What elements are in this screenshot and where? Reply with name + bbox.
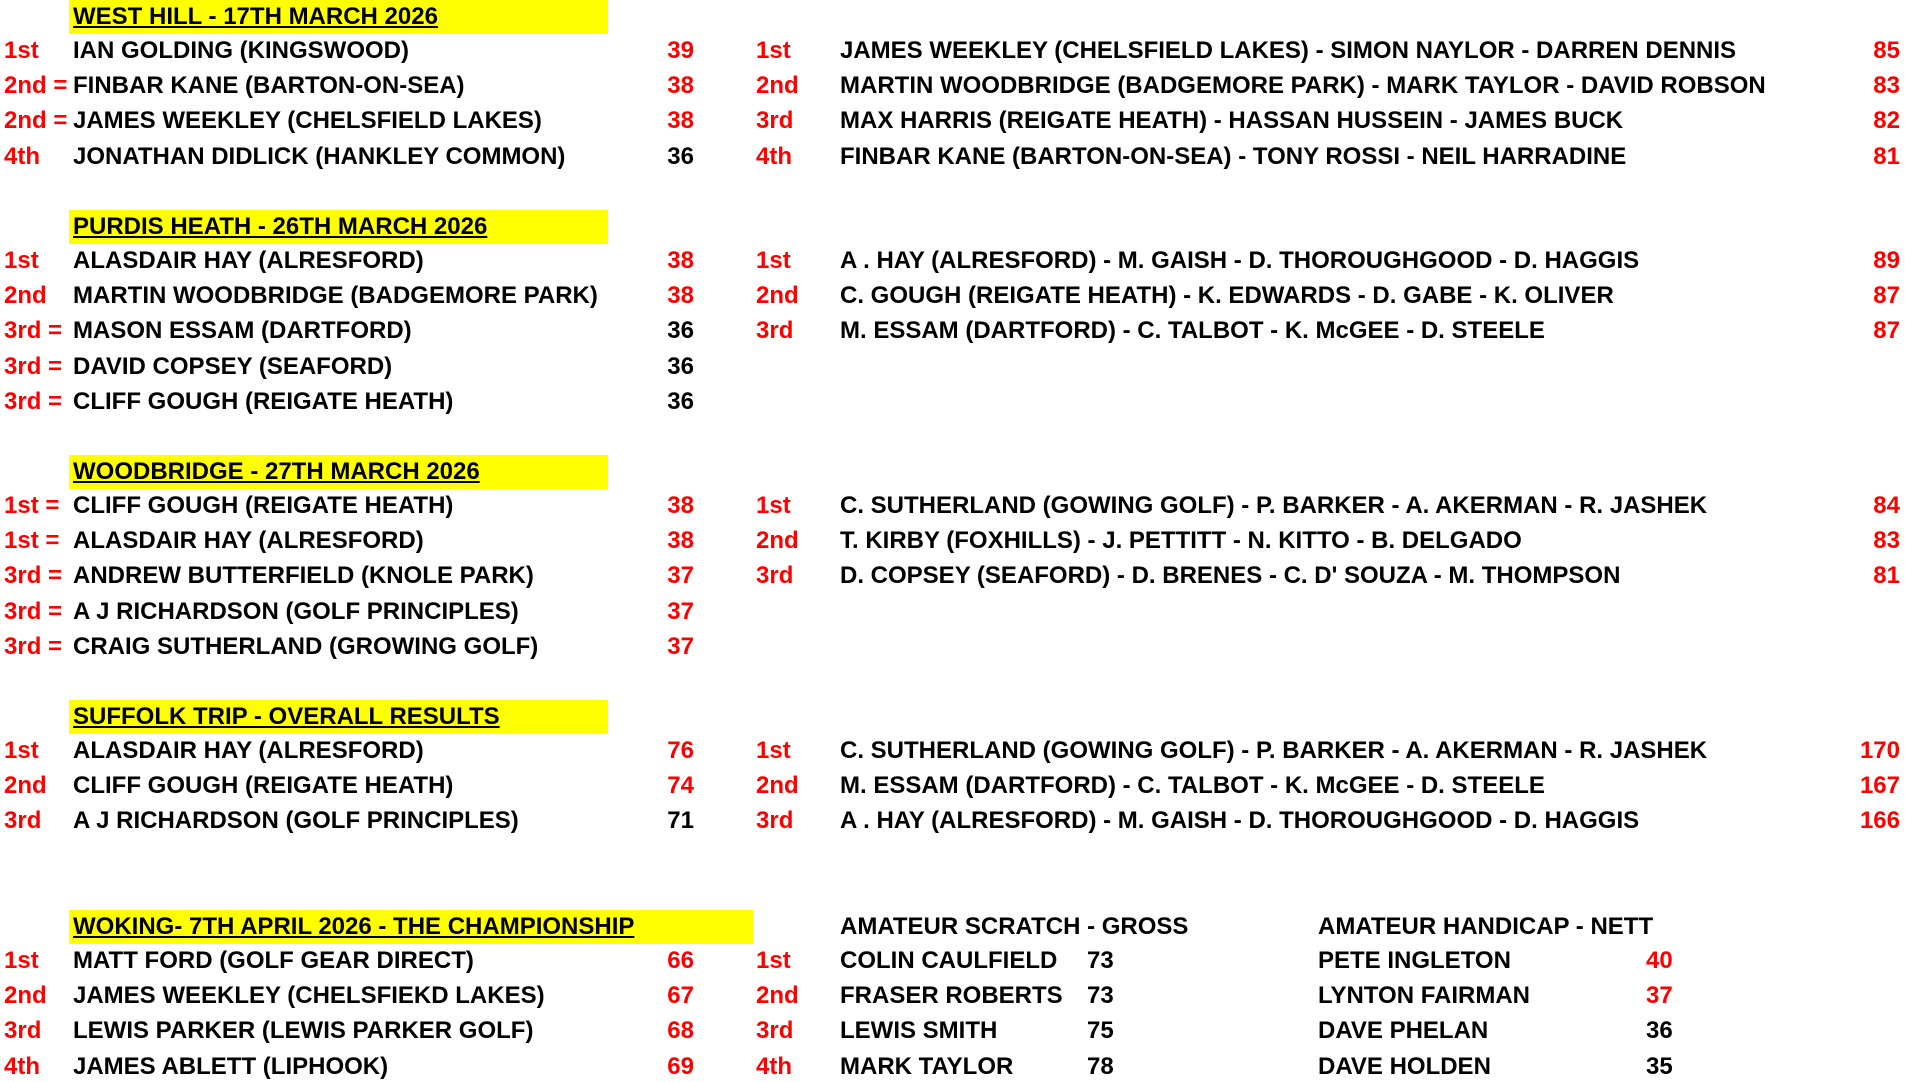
team-names: MARTIN WOODBRIDGE (BADGEMORE PARK) - MARK TAYLOR - DAVID ROBSON bbox=[840, 72, 1766, 100]
player-score: 36 bbox=[667, 142, 694, 170]
position-label: 2nd bbox=[4, 282, 47, 310]
team-score: 83 bbox=[1873, 72, 1900, 100]
position-label: 3rd bbox=[4, 807, 42, 835]
scratch-player-name: LEWIS SMITH bbox=[840, 1017, 998, 1045]
player-score: 69 bbox=[667, 1052, 694, 1080]
position-label: 3rd = bbox=[4, 317, 63, 345]
handicap-score: 40 bbox=[1646, 947, 1673, 974]
handicap-title: AMATEUR HANDICAP - NETT bbox=[1318, 913, 1654, 940]
team-score: 166 bbox=[1859, 807, 1900, 835]
team-score: 84 bbox=[1873, 492, 1900, 519]
team-names: A . HAY (ALRESFORD) - M. GAISH - D. THOROUGHGOOD - D. HAGGIS bbox=[840, 807, 1640, 835]
player-name: CLIFF GOUGH (REIGATE HEATH) bbox=[73, 387, 454, 415]
team-score: 85 bbox=[1873, 37, 1900, 64]
team-names: C. SUTHERLAND (GOWING GOLF) - P. BARKER - A. AKERMAN - R. JASHEK bbox=[840, 737, 1708, 764]
player-name: JONATHAN DIDLICK (HANKLEY COMMON) bbox=[73, 142, 566, 170]
player-score: 71 bbox=[667, 807, 694, 835]
team-position-label: 2nd bbox=[756, 72, 799, 100]
player-score: 37 bbox=[667, 562, 694, 590]
team-names: A . HAY (ALRESFORD) - M. GAISH - D. THOROUGHGOOD - D. HAGGIS bbox=[840, 247, 1640, 274]
handicap-score: 35 bbox=[1646, 1052, 1673, 1080]
player-name: MARTIN WOODBRIDGE (BADGEMORE PARK) bbox=[73, 282, 598, 310]
team-position-label: 3rd bbox=[756, 562, 794, 590]
player-name: ANDREW BUTTERFIELD (KNOLE PARK) bbox=[73, 562, 534, 590]
team-position-label: 4th bbox=[756, 142, 792, 170]
player-score: 67 bbox=[667, 982, 694, 1010]
player-name: CRAIG SUTHERLAND (GROWING GOLF) bbox=[73, 632, 539, 660]
position-label: 2nd bbox=[4, 982, 47, 1010]
team-names: C. GOUGH (REIGATE HEATH) - K. EDWARDS - D. GABE - K. OLIVER bbox=[840, 282, 1614, 310]
player-name: DAVID COPSEY (SEAFORD) bbox=[73, 352, 393, 380]
team-position-label: 1st bbox=[756, 737, 791, 764]
scratch-player-name: FRASER ROBERTS bbox=[840, 982, 1063, 1010]
team-position-label: 1st bbox=[756, 37, 791, 64]
player-name: JAMES WEEKLEY (CHELSFIEKD LAKES) bbox=[73, 982, 545, 1010]
player-score: 38 bbox=[667, 492, 694, 519]
player-score: 68 bbox=[667, 1017, 694, 1045]
player-score: 38 bbox=[667, 107, 694, 135]
position-label: 3rd = bbox=[4, 352, 63, 380]
team-names: D. COPSEY (SEAFORD) - D. BRENES - C. D' SOUZA - M. THOMPSON bbox=[840, 562, 1621, 590]
player-score: 37 bbox=[667, 597, 694, 625]
position-label: 4th bbox=[4, 142, 40, 170]
team-score: 82 bbox=[1873, 107, 1900, 135]
player-name: A J RICHARDSON (GOLF PRINCIPLES) bbox=[73, 597, 519, 625]
player-score: 38 bbox=[667, 282, 694, 310]
player-name: A J RICHARDSON (GOLF PRINCIPLES) bbox=[73, 807, 519, 835]
handicap-player-name: PETE INGLETON bbox=[1318, 947, 1511, 974]
scratch-score: 75 bbox=[1087, 1017, 1114, 1045]
player-score: 38 bbox=[667, 247, 694, 274]
player-name: MASON ESSAM (DARTFORD) bbox=[73, 317, 412, 345]
position-label: 2nd = bbox=[4, 107, 68, 135]
position-label: 1st = bbox=[4, 527, 60, 555]
scratch-score: 78 bbox=[1087, 1052, 1114, 1080]
handicap-score: 37 bbox=[1646, 982, 1673, 1010]
player-name: IAN GOLDING (KINGSWOOD) bbox=[73, 37, 409, 64]
team-names: T. KIRBY (FOXHILLS) - J. PETTITT - N. KITTO - B. DELGADO bbox=[840, 527, 1522, 555]
player-score: 76 bbox=[667, 737, 694, 764]
scratch-score: 73 bbox=[1087, 947, 1114, 974]
player-score: 36 bbox=[667, 387, 694, 415]
position-label: 1st bbox=[4, 737, 39, 764]
position-label: 1st bbox=[4, 37, 39, 64]
player-score: 39 bbox=[667, 37, 694, 64]
position-label: 3rd bbox=[4, 1017, 42, 1045]
player-score: 37 bbox=[667, 632, 694, 660]
position-label: 1st = bbox=[4, 492, 60, 519]
team-position-label: 3rd bbox=[756, 807, 794, 835]
player-score: 66 bbox=[667, 947, 694, 974]
position-label: 2nd bbox=[4, 772, 47, 800]
section-header: SUFFOLK TRIP - OVERALL RESULTS bbox=[69, 700, 608, 734]
team-score: 89 bbox=[1873, 247, 1900, 274]
team-names: FINBAR KANE (BARTON-ON-SEA) - TONY ROSSI - NEIL HARRADINE bbox=[840, 142, 1627, 170]
team-score: 170 bbox=[1859, 737, 1900, 764]
player-score: 36 bbox=[667, 352, 694, 380]
team-score: 167 bbox=[1859, 772, 1900, 800]
scratch-position-label: 1st bbox=[756, 947, 791, 974]
section-header: PURDIS HEATH - 26TH MARCH 2026 bbox=[69, 210, 608, 244]
section-header: WEST HILL - 17TH MARCH 2026 bbox=[69, 0, 608, 34]
player-score: 74 bbox=[667, 772, 694, 800]
scratch-position-label: 2nd bbox=[756, 982, 799, 1010]
team-names: M. ESSAM (DARTFORD) - C. TALBOT - K. McGEE - D. STEELE bbox=[840, 317, 1545, 345]
handicap-player-name: DAVE PHELAN bbox=[1318, 1017, 1489, 1045]
handicap-score: 36 bbox=[1646, 1017, 1673, 1045]
team-score: 81 bbox=[1873, 562, 1900, 590]
team-score: 81 bbox=[1873, 142, 1900, 170]
position-label: 3rd = bbox=[4, 597, 63, 625]
team-names: C. SUTHERLAND (GOWING GOLF) - P. BARKER - A. AKERMAN - R. JASHEK bbox=[840, 492, 1708, 519]
player-name: JAMES WEEKLEY (CHELSFIELD LAKES) bbox=[73, 107, 542, 135]
team-position-label: 2nd bbox=[756, 527, 799, 555]
player-name: ALASDAIR HAY (ALRESFORD) bbox=[73, 737, 424, 764]
position-label: 1st bbox=[4, 247, 39, 274]
player-score: 38 bbox=[667, 72, 694, 100]
position-label: 4th bbox=[4, 1052, 40, 1080]
team-position-label: 1st bbox=[756, 247, 791, 274]
section-header: WOODBRIDGE - 27TH MARCH 2026 bbox=[69, 455, 608, 489]
player-name: ALASDAIR HAY (ALRESFORD) bbox=[73, 247, 424, 274]
team-position-label: 1st bbox=[756, 492, 791, 519]
team-position-label: 2nd bbox=[756, 772, 799, 800]
player-score: 36 bbox=[667, 317, 694, 345]
position-label: 3rd = bbox=[4, 387, 63, 415]
scratch-score: 73 bbox=[1087, 982, 1114, 1010]
player-score: 38 bbox=[667, 527, 694, 555]
position-label: 1st bbox=[4, 947, 39, 974]
team-score: 83 bbox=[1873, 527, 1900, 555]
player-name: FINBAR KANE (BARTON-ON-SEA) bbox=[73, 72, 465, 100]
player-name: JAMES ABLETT (LIPHOOK) bbox=[73, 1052, 389, 1080]
section-header: WOKING- 7TH APRIL 2026 - THE CHAMPIONSHIP bbox=[69, 910, 753, 944]
scratch-title: AMATEUR SCRATCH - GROSS bbox=[840, 913, 1189, 940]
team-names: M. ESSAM (DARTFORD) - C. TALBOT - K. McGEE - D. STEELE bbox=[840, 772, 1545, 800]
team-names: MAX HARRIS (REIGATE HEATH) - HASSAN HUSSEIN - JAMES BUCK bbox=[840, 107, 1624, 135]
team-position-label: 3rd bbox=[756, 317, 794, 345]
position-label: 3rd = bbox=[4, 562, 63, 590]
scratch-player-name: COLIN CAULFIELD bbox=[840, 947, 1058, 974]
scratch-player-name: MARK TAYLOR bbox=[840, 1052, 1014, 1080]
player-name: ALASDAIR HAY (ALRESFORD) bbox=[73, 527, 424, 555]
position-label: 2nd = bbox=[4, 72, 68, 100]
team-position-label: 2nd bbox=[756, 282, 799, 310]
scratch-position-label: 4th bbox=[756, 1052, 792, 1080]
player-name: CLIFF GOUGH (REIGATE HEATH) bbox=[73, 772, 454, 800]
player-name: CLIFF GOUGH (REIGATE HEATH) bbox=[73, 492, 454, 519]
team-position-label: 3rd bbox=[756, 107, 794, 135]
team-score: 87 bbox=[1873, 282, 1900, 310]
position-label: 3rd = bbox=[4, 632, 63, 660]
handicap-player-name: DAVE HOLDEN bbox=[1318, 1052, 1491, 1080]
handicap-player-name: LYNTON FAIRMAN bbox=[1318, 982, 1531, 1010]
player-name: MATT FORD (GOLF GEAR DIRECT) bbox=[73, 947, 474, 974]
team-score: 87 bbox=[1873, 317, 1900, 345]
team-names: JAMES WEEKLEY (CHELSFIELD LAKES) - SIMON NAYLOR - DARREN DENNIS bbox=[840, 37, 1737, 64]
player-name: LEWIS PARKER (LEWIS PARKER GOLF) bbox=[73, 1017, 534, 1045]
scratch-position-label: 3rd bbox=[756, 1017, 794, 1045]
